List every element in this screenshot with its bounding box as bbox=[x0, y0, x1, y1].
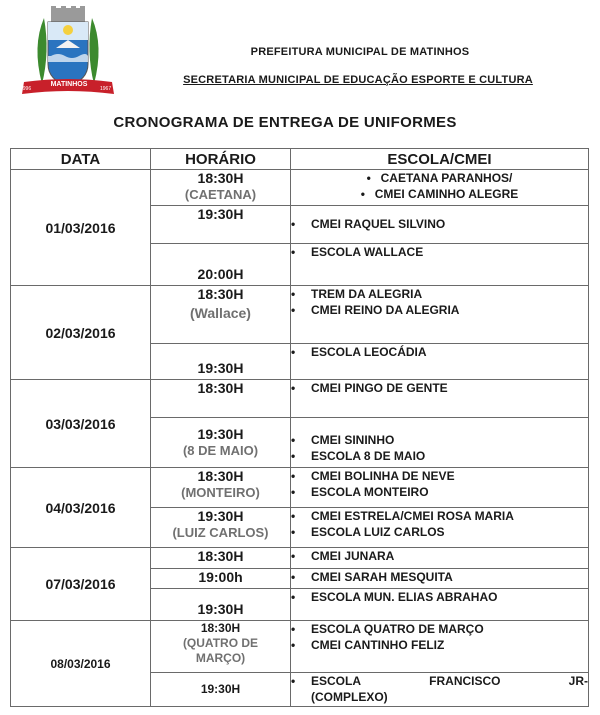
school-cell bbox=[291, 548, 589, 569]
school-cell bbox=[291, 344, 589, 380]
school-cell bbox=[291, 508, 589, 548]
time-note: (8 DE MAIO) bbox=[182, 443, 259, 458]
time-cell bbox=[151, 206, 291, 244]
list-item: • ESCOLA WALLACE bbox=[291, 244, 588, 260]
time-cell bbox=[151, 589, 291, 621]
table-header-row bbox=[11, 149, 589, 170]
date-cell: 08/03/2016 bbox=[11, 621, 151, 707]
word: FRANCISCO bbox=[429, 674, 501, 688]
time-value: 19:00h bbox=[198, 569, 243, 585]
date-cell: 02/03/2016 bbox=[11, 286, 151, 380]
table-row bbox=[11, 468, 589, 508]
list-item: • CMEI CANTINHO FELIZ bbox=[291, 637, 588, 653]
list-item: • CMEI SARAH MESQUITA bbox=[291, 569, 588, 585]
school-cell bbox=[291, 569, 589, 589]
time-note: (LUIZ CARLOS) bbox=[172, 525, 269, 540]
crest-year-right: 1967 bbox=[100, 86, 112, 92]
table-row bbox=[11, 548, 589, 569]
time-note: (MONTEIRO) bbox=[181, 485, 260, 500]
table-row bbox=[11, 170, 589, 206]
list-item: • CAETANA PARANHOS/ bbox=[367, 170, 513, 186]
crest-label: MATINHOS bbox=[50, 81, 88, 88]
list-item: • CMEI SININHO bbox=[291, 432, 588, 448]
school-cell bbox=[291, 418, 589, 468]
school-cell bbox=[291, 673, 589, 707]
school-cell bbox=[291, 244, 589, 286]
time-cell bbox=[151, 468, 291, 508]
list-item: • CMEI CAMINHO ALEGRE bbox=[361, 186, 519, 202]
date-cell: 01/03/2016 bbox=[11, 170, 151, 286]
list-item: • CMEI PINGO DE GENTE bbox=[291, 380, 588, 396]
word: JR- bbox=[568, 674, 588, 688]
list-item: • ESCOLA LEOCÁDIA bbox=[291, 344, 588, 360]
secretaria-heading: SECRETARIA MUNICIPAL DE EDUCAÇÃO ESPORTE E CULTURA bbox=[183, 74, 533, 86]
list-item: • ESCOLA 8 DE MAIO bbox=[291, 448, 588, 464]
list-item: • ESCOLA LUIZ CARLOS bbox=[291, 524, 588, 540]
time-cell bbox=[151, 673, 291, 707]
time-note: (CAETANA) bbox=[184, 187, 257, 202]
list-item: • ESCOLA MONTEIRO bbox=[291, 484, 588, 500]
school-cell bbox=[291, 621, 589, 673]
time-cell bbox=[151, 344, 291, 380]
school-cell bbox=[291, 170, 589, 206]
school-cell bbox=[291, 468, 589, 508]
time-cell bbox=[151, 548, 291, 569]
list-item: • TREM DA ALEGRIA bbox=[291, 286, 588, 302]
time-value: 19:30H bbox=[197, 601, 244, 617]
time-cell bbox=[151, 418, 291, 468]
list-item: • CMEI RAQUEL SILVINO bbox=[291, 216, 588, 232]
time-cell bbox=[151, 380, 291, 418]
table-row bbox=[11, 286, 589, 344]
list-item bbox=[291, 673, 588, 689]
table-row bbox=[11, 621, 589, 673]
time-cell bbox=[151, 569, 291, 589]
time-value: 18:30H bbox=[197, 548, 244, 564]
school-cell bbox=[291, 589, 589, 621]
time-value: 18:30H bbox=[200, 621, 241, 635]
time-cell bbox=[151, 508, 291, 548]
time-value: 19:30H bbox=[197, 426, 244, 442]
time-cell bbox=[151, 170, 291, 206]
list-item-continuation: (COMPLEXO) bbox=[311, 690, 388, 704]
list-item: • ESCOLA QUATRO DE MARÇO bbox=[291, 621, 588, 637]
time-note: (QUATRO DE MARÇO) bbox=[182, 636, 259, 665]
table-row bbox=[11, 380, 589, 418]
document-title: CRONOGRAMA DE ENTREGA DE UNIFORMES bbox=[113, 114, 457, 131]
school-cell bbox=[291, 286, 589, 344]
list-item: • CMEI BOLINHA DE NEVE bbox=[291, 468, 588, 484]
column-header-data: DATA bbox=[11, 149, 151, 170]
date-cell: 03/03/2016 bbox=[11, 380, 151, 468]
crest-year-left: 1996 bbox=[20, 86, 32, 92]
school-cell bbox=[291, 380, 589, 418]
time-cell bbox=[151, 621, 291, 673]
school-cell bbox=[291, 206, 589, 244]
list-item: • ESCOLA MUN. ELIAS ABRAHAO bbox=[291, 589, 588, 605]
time-value: 19:30H bbox=[197, 206, 244, 222]
time-cell bbox=[151, 286, 291, 344]
time-value: 19:30H bbox=[197, 360, 244, 376]
list-item: • CMEI ESTRELA/CMEI ROSA MARIA bbox=[291, 508, 588, 524]
time-value: 19:30H bbox=[197, 508, 244, 524]
time-value: 20:00H bbox=[197, 266, 244, 282]
time-cell bbox=[151, 244, 291, 286]
column-header-horario: HORÁRIO bbox=[151, 149, 291, 170]
prefeitura-heading: PREFEITURA MUNICIPAL DE MATINHOS bbox=[250, 46, 470, 58]
word: • ESCOLA bbox=[311, 674, 362, 688]
date-cell: 07/03/2016 bbox=[11, 548, 151, 621]
time-value: 18:30H bbox=[197, 380, 244, 396]
column-header-escola: ESCOLA/CMEI bbox=[291, 149, 589, 170]
list-item: • CMEI REINO DA ALEGRIA bbox=[291, 302, 588, 318]
list-item: • CMEI JUNARA bbox=[291, 548, 588, 564]
schedule-table bbox=[10, 148, 589, 707]
date-cell: 04/03/2016 bbox=[11, 468, 151, 548]
time-note: (Wallace) bbox=[190, 305, 251, 321]
time-value: 18:30H bbox=[197, 170, 244, 186]
list-item-text bbox=[311, 673, 588, 689]
time-value: 19:30H bbox=[200, 682, 241, 696]
time-value: 18:30H bbox=[197, 286, 244, 302]
time-value: 18:30H bbox=[197, 468, 244, 484]
